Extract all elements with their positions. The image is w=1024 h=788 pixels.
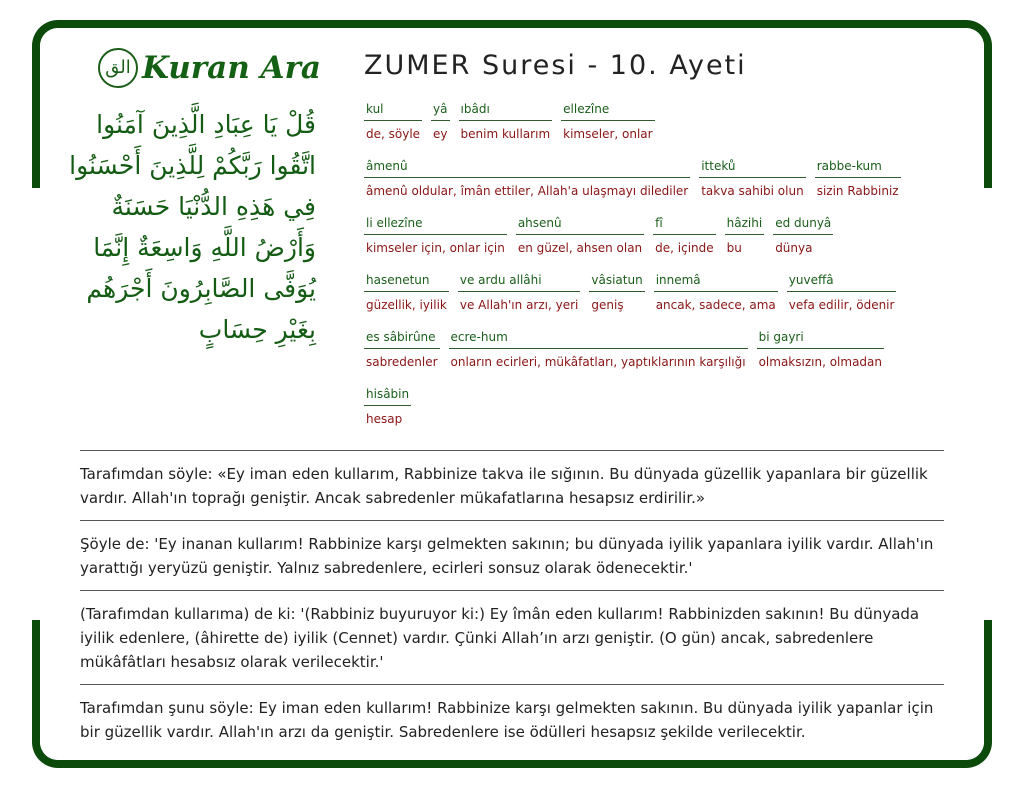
word-item[interactable]: [589, 271, 644, 328]
word-transliteration: kul: [364, 100, 422, 121]
word-item[interactable]: [773, 214, 833, 271]
word-row: [364, 328, 944, 385]
word-meaning: de, söyle: [366, 127, 421, 141]
word-item[interactable]: [654, 271, 778, 328]
word-meaning: geniş: [591, 298, 624, 312]
word-meaning: benim kullarım: [460, 127, 551, 141]
word-transliteration: li ellezîne: [364, 214, 507, 235]
word-transliteration: ed dunyâ: [773, 214, 833, 235]
word-meaning: vefa edilir, ödenir: [788, 298, 895, 312]
translation-text: Tarafımdan söyle: «Ey iman eden kullarım, Rabbinize takva ile sığının. Bu dünyada güzellik yapanlara bir güzellik vardır. Allah'ın toprağı geniştir. Ancak sabredenler mükafatlarına hesapsız erdirilir.»: [80, 450, 944, 520]
word-row: [364, 214, 944, 271]
word-transliteration: hasenetun: [364, 271, 449, 292]
word-meaning: onların ecirleri, mükâfatları, yaptıklarının karşılığı: [450, 355, 746, 369]
word-transliteration: itteků: [699, 157, 805, 178]
word-transliteration: bi gayri: [757, 328, 884, 349]
logo-text: Kuran Ara: [142, 50, 322, 86]
word-meaning: dünya: [775, 241, 813, 255]
word-row: [364, 271, 944, 328]
word-item[interactable]: [449, 328, 748, 385]
translation-text: Şöyle de: 'Ey inanan kullarım! Rabbinize karşı gelmekten sakının; bu dünyada iyilik yapanlara iyilik vardır. Allah'ın yarattığı yeryüzü geniştir. Yalnız sabredenlere, ecirleri sonsuz olarak ödenecektir.': [80, 520, 944, 590]
arabic-line: بِغَيْرِ حِسَابٍ: [198, 315, 316, 344]
word-meaning: kimseler, onlar: [563, 127, 653, 141]
word-row: [364, 157, 944, 214]
word-meaning: sizin Rabbiniz: [816, 184, 899, 198]
translation-text: (Tarafımdan kullarıma) de ki: '(Rabbiniz buyuruyor ki:) Ey îmân eden kullarım! Rabbinizden sakının! Bu dünyada iyilik edenlere, (âhirette de) iyilik (Cennet) vardır. Çünki Allah’ın arzı geniştir. (O gün) ancak, sabredenlere mükâfâtları hesabsız olarak verilecektir.': [80, 590, 944, 684]
translations-list: [80, 450, 944, 754]
word-transliteration: hâzihi: [725, 214, 765, 235]
word-transliteration: ecre-hum: [449, 328, 748, 349]
word-item[interactable]: [459, 100, 553, 157]
word-transliteration: âmenû: [364, 157, 690, 178]
arabic-line: فِي هَذِهِ الدُّنْيَا حَسَنَةٌ: [111, 192, 316, 221]
word-transliteration: innemâ: [654, 271, 778, 292]
word-item[interactable]: [431, 100, 449, 157]
word-transliteration: ahsenû: [516, 214, 644, 235]
word-transliteration: ıbâdı: [459, 100, 553, 121]
word-item[interactable]: [653, 214, 716, 271]
translation-text: Tarafımdan şunu söyle: Ey iman eden kullarım! Rabbinize karşı gelmekten sakının. Bu dünyada iyilik yapanlar için bir güzellik vardır. Allah'ın arzı da geniştir. Sabredenlere ise ödülleri hesapsız şekilde verilecektir.: [80, 684, 944, 754]
arabic-line: وَأَرْضُ اللَّهِ وَاسِعَةٌ إِنَّمَا: [93, 233, 316, 262]
word-meaning: ve Allah'ın arzı, yeri: [459, 298, 579, 312]
word-meaning: en güzel, ahsen olan: [517, 241, 643, 255]
word-transliteration: yuveffâ: [787, 271, 897, 292]
word-transliteration: ve ardu allâhi: [458, 271, 581, 292]
word-item[interactable]: [787, 271, 897, 328]
word-transliteration: rabbe-kum: [815, 157, 901, 178]
word-transliteration: hisâbin: [364, 385, 411, 406]
word-meaning: güzellik, iyilik: [366, 298, 447, 312]
word-transliteration: vâsiatun: [589, 271, 644, 292]
word-item[interactable]: [458, 271, 581, 328]
word-item[interactable]: [364, 157, 690, 214]
word-row: [364, 385, 944, 442]
word-item[interactable]: [364, 328, 440, 385]
quran-emblem-icon: الق: [98, 48, 138, 88]
word-meaning: bu: [726, 241, 742, 255]
word-item[interactable]: [815, 157, 901, 214]
word-meaning: olmaksızın, olmadan: [758, 355, 882, 369]
word-meaning: ancak, sadece, ama: [655, 298, 776, 312]
word-item[interactable]: [699, 157, 805, 214]
site-logo[interactable]: [98, 46, 321, 90]
word-meaning: hesap: [366, 412, 403, 426]
word-transliteration: yâ: [431, 100, 449, 121]
arabic-line: اتَّقُوا رَبَّكُمْ لِلَّذِينَ أَحْسَنُوا: [69, 151, 316, 180]
word-item[interactable]: [561, 100, 654, 157]
word-meaning: kimseler için, onlar için: [366, 241, 505, 255]
word-item[interactable]: [364, 100, 422, 157]
word-meaning: takva sahibi olun: [701, 184, 804, 198]
word-transliteration: es sâbirûne: [364, 328, 440, 349]
page-title: ZUMER Suresi - 10. Ayeti: [364, 50, 747, 81]
arabic-verse: [50, 104, 316, 350]
word-item[interactable]: [364, 271, 449, 328]
word-transliteration: ellezîne: [561, 100, 654, 121]
word-by-word-meanings: [364, 100, 944, 442]
word-item[interactable]: [516, 214, 644, 271]
word-item[interactable]: [725, 214, 765, 271]
word-meaning: sabredenler: [366, 355, 438, 369]
arabic-line: قُلْ يَا عِبَادِ الَّذِينَ آمَنُوا: [96, 110, 316, 139]
word-row: [364, 100, 944, 157]
word-meaning: ey: [433, 127, 448, 141]
word-item[interactable]: [757, 328, 884, 385]
word-item[interactable]: [364, 214, 507, 271]
word-transliteration: fî: [653, 214, 716, 235]
arabic-line: يُوَفَّى الصَّابِرُونَ أَجْرَهُم: [86, 274, 316, 303]
word-meaning: de, içinde: [655, 241, 714, 255]
word-item[interactable]: [364, 385, 411, 442]
word-meaning: âmenû oldular, îmân ettiler, Allah'a ulaşmayı dilediler: [366, 184, 689, 198]
